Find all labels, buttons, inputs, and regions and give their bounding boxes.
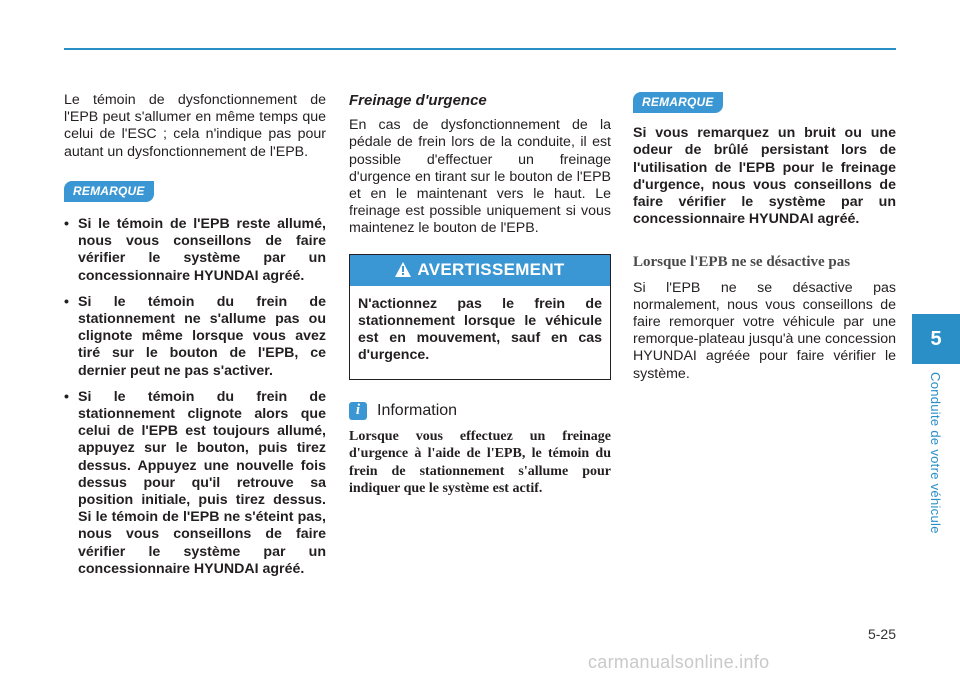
watermark: carmanualsonline.info xyxy=(588,652,770,672)
section-heading: Freinage d'urgence xyxy=(349,92,487,109)
info-icon: i xyxy=(349,402,367,420)
bullet-text: Si le témoin du frein de stationnement clignote alors que celui de l'EPB est toujours allumé, appuyez sur le bouton, puis tirez dessus. Appuyez une nouvelle fois dessus pour qu'il retrouve sa position initiale, puis tirez dessus. Si le témoin de l'EPB ne s'éteint pas, nous vous conseillons de faire vérifier le système par un concessionnaire HYUNDAI agréé. xyxy=(78,388,326,577)
warning-title: AVERTISSEMENT xyxy=(417,259,565,279)
bullet-text: Si le témoin du frein de stationnement ne s'allume pas ou clignote même lorsque vous avez tiré sur le bouton de l'EPB, ce dernier peut ne pas s'activer. xyxy=(78,293,326,379)
intro-paragraph: Le témoin de dysfonctionnement de l'EPB peut s'allumer en même temps que celui de l'ESC ; cela n'indique pas pour autant un dysfonctionnement de l'EPB. xyxy=(64,92,326,160)
info-text: Lorsque vous effectuez un freinage d'urgence à l'aide de l'EPB, le témoin du frein de stationnement s'allume pour indiquer que le système est actif. xyxy=(349,428,611,497)
emergency-braking-paragraph: En cas de dysfonctionnement de la pédale de frein lors de la conduite, il est possible d'effectuer un freinage d'urgence en tirant sur le bouton de l'EPB et en le maintenant vers le haut. Le freinage est possible uniquement si vous maintenez le bouton de l'EPB. xyxy=(349,117,611,237)
bullet-item: • Si le témoin du frein de stationnement clignote alors que celui de l'EPB est toujours allumé, appuyez sur le bouton, puis tirez dessus. Appuyez une nouvelle fois dessus pour qu'il retrouve sa position initiale, puis tirez dessus. Si le témoin de l'EPB ne s'éteint pas, nous vous conseillons de faire vérifier le système par un concessionnaire HYUNDAI agréé. xyxy=(64,388,326,577)
remarque-badge-wrap xyxy=(633,92,896,113)
info-title: Information xyxy=(377,402,458,420)
remarque-badge: REMARQUE xyxy=(633,92,723,113)
column-right xyxy=(633,92,896,383)
warning-header xyxy=(350,255,610,286)
header-rule xyxy=(64,48,896,50)
remarque-badge-wrap xyxy=(64,181,326,202)
page-number: 5-25 xyxy=(867,626,896,642)
warning-text: N'actionnez pas le frein de stationnement lorsque le véhicule est en mouvement, sauf en cas d'urgence. xyxy=(358,295,602,364)
warning-triangle-icon xyxy=(395,262,411,280)
bullet-item: • Si le témoin de l'EPB reste allumé, nous vous conseillons de faire vérifier le système par un concessionnaire HYUNDAI agréé. xyxy=(64,216,326,284)
bullet-item: • Si le témoin du frein de stationnement ne s'allume pas ou clignote même lorsque vous avez tiré sur le bouton de l'EPB, ce dernier peut ne pas s'activer. xyxy=(64,293,326,379)
chapter-tab: 5 xyxy=(912,314,960,364)
column-middle xyxy=(349,92,611,498)
info-heading xyxy=(349,402,611,420)
remarque-badge: REMARQUE xyxy=(64,181,154,202)
section-heading: Lorsque l'EPB ne se désactive pas xyxy=(633,254,851,271)
bullet-list xyxy=(64,216,326,578)
column-left xyxy=(64,92,326,587)
bullet-text: Si le témoin de l'EPB reste allumé, nous vous conseillons de faire vérifier le système par un concessionnaire HYUNDAI agréé. xyxy=(78,216,326,284)
epb-not-released-paragraph: Si l'EPB ne se désactive pas normalement, nous vous conseillons de faire remorquer votre véhicule par une remorque-plateau jusqu'à une concession HYUNDAI agréée pour faire vérifier le système. xyxy=(633,279,896,382)
chapter-title: Conduite de votre véhicule xyxy=(928,372,943,534)
warning-box xyxy=(349,254,611,380)
remarque-note: Si vous remarquez un bruit ou une odeur de brûlé persistant lors de l'utilisation de l'EPB pour le freinage d'urgence, nous vous conseillons de faire vérifier le système par un concessionnaire HYUNDAI agréé. xyxy=(633,125,896,228)
